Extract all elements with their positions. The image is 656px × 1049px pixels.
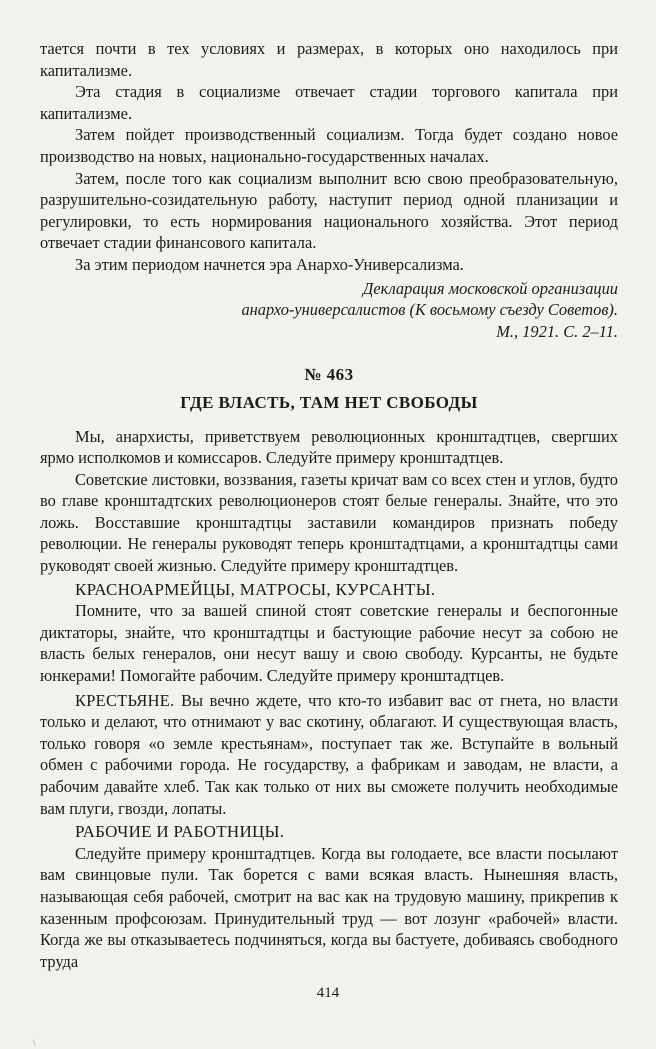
paragraph-peasants-text: Вы вечно ждете, что кто-то избавит вас от гнета, но власти только и делают, что отнимают у вас скотину, облагают. И существующая власть, только говоря «о земле крестьянам», поступает так же. Вступайте в вольный обмен с рабочими города. Не государству, а фабрикам и заводам, не власти, а рабочим давайте хлеб. Так как только от них вы сможете получить необходимые вам плуги, гвозди, лопаты. — [40, 690, 618, 818]
paragraph-greeting: Мы, анархисты, приветствуем революционных кронштадтцев, свергших ярмо исполкомов и комиссаров. Следуйте примеру кронштадтцев. — [40, 426, 618, 468]
heading-red-army: КРАСНОАРМЕЙЦЫ, МАТРОСЫ, КУРСАНТЫ. — [75, 579, 436, 599]
heading-workers: РАБОЧИЕ И РАБОТНИЦЫ. — [75, 822, 285, 842]
paragraph-trade-capital: Эта стадия в социализме отвечает стадии торгового капитала при капитализме. — [40, 82, 618, 123]
heading-peasants: КРЕСТЬЯНЕ. — [75, 690, 175, 710]
paragraph-soviet-leaflets: Советские листовки, воззвания, газеты кричат вам со всех стен и углов, будто во главе кронштадтских революционеров стоят белые генералы. Знайте, что это ложь. Восставшие кронштадтцы заставили командиров признать победу революции. Не генералы руководят теперь кронштадтцами, а кронштадтцы сами руководят своей жизнью. Следуйте примеру кронштадтцев. — [40, 469, 618, 576]
paragraph-red-army: Помните, что за вашей спиной стоят советские генералы и беспогонные диктаторы, знайте, что кронштадтцы и бастующие рабочие несут за собою не власть белых генералов, они несут вашу и свою свободу. Курсанты, не будьте юнкерами! Помогайте рабочим. Следуйте примеру кронштадтцев. — [40, 601, 618, 686]
paragraph-continuation: тается почти в тех условиях и размерах, в которых оно находилось при капитализме. — [40, 39, 618, 80]
paragraph-anarcho-universalism: За этим периодом начнется эра Анархо-Универсализма. — [75, 254, 464, 274]
paragraph-planning-period: Затем, после того как социализм выполнит всю свою преобразовательную, разрушительно-созидательную работу, наступит период одной планизации и регулировки, то есть нормирования национального хозяйства. Этот период отвечает стадии финансового капитала. — [40, 168, 618, 253]
document-title: ГДЕ ВЛАСТЬ, ТАМ НЕТ СВОБОДЫ — [180, 392, 478, 412]
citation-line-2: анархо-универсалистов (К восьмому съезду Советов). — [241, 300, 618, 320]
paragraph-production-socialism: Затем пойдет производственный социализм. Тогда будет создано новое производство на новых, национально-государственных началах. — [40, 125, 618, 166]
paragraph-workers: Следуйте примеру кронштадтцев. Когда вы голодаете, все власти посылают вам свинцовые пули. Так борется с вами всякая власть. Нынешняя власть, называющая себя рабочей, смотрит на вас как на трудовую машину, прикрепив к казенным профсоюзам. Принудительный труд — вот лозунг «рабочей» власти. Когда же вы отказываетесь подчиняться, когда вы бастуете, добиваясь свободного труда — [40, 843, 618, 971]
page-text — [40, 38, 618, 972]
paragraph-peasants — [40, 690, 618, 820]
citation-line-1: Декларация московской организации — [362, 278, 618, 298]
page-number: 414 — [316, 985, 340, 1001]
document-number: № 463 — [304, 365, 354, 385]
corner-mark: \ — [33, 1038, 36, 1048]
citation-line-3: М., 1921. С. 2–11. — [496, 321, 618, 341]
source-citation — [40, 278, 618, 343]
